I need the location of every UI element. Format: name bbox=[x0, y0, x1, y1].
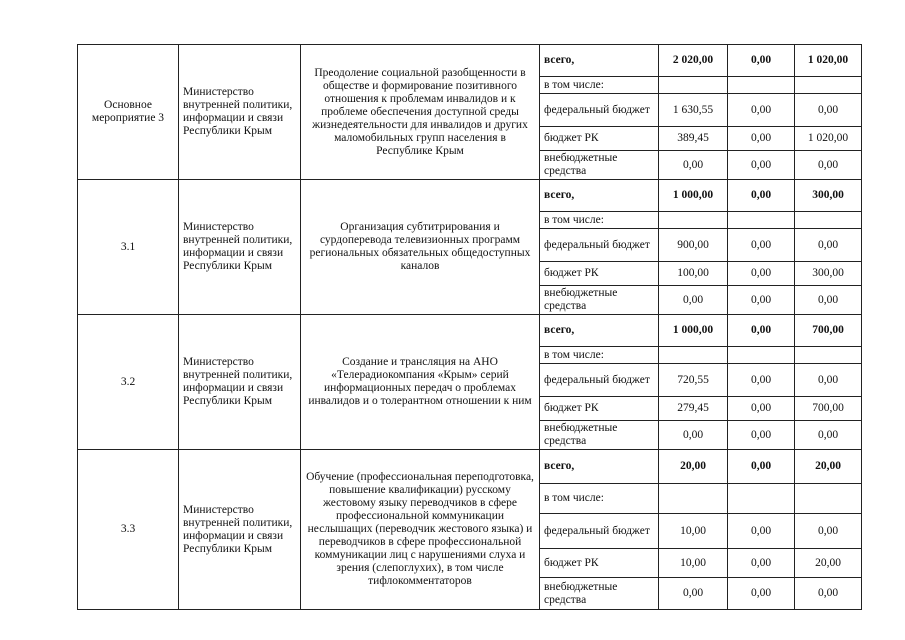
amount-year-3 bbox=[795, 484, 862, 514]
amount-year-1 bbox=[659, 347, 728, 364]
amount-year-2: 0,00 bbox=[728, 229, 795, 262]
amount-year-1: 1 000,00 bbox=[659, 315, 728, 347]
amount-year-3: 300,00 bbox=[795, 262, 862, 286]
amount-year-1: 1 000,00 bbox=[659, 180, 728, 212]
funding-source: в том числе: bbox=[540, 77, 659, 94]
amount-year-1: 900,00 bbox=[659, 229, 728, 262]
funding-source: внебюджетные средства bbox=[540, 151, 659, 180]
funding-source: федеральный бюджет bbox=[540, 94, 659, 127]
amount-year-3: 0,00 bbox=[795, 578, 862, 610]
activity-name: Создание и трансляция на АНО «Телерадиокомпания «Крым» серий информационных передач о проблемах инвалидов и о толерантном отношении к ним bbox=[301, 315, 540, 450]
amount-year-3 bbox=[795, 347, 862, 364]
table-row bbox=[78, 45, 862, 77]
amount-year-3: 1 020,00 bbox=[795, 45, 862, 77]
amount-year-1: 0,00 bbox=[659, 421, 728, 450]
amount-year-1 bbox=[659, 77, 728, 94]
amount-year-1: 389,45 bbox=[659, 127, 728, 151]
amount-year-2: 0,00 bbox=[728, 262, 795, 286]
amount-year-1: 0,00 bbox=[659, 151, 728, 180]
table-row bbox=[78, 315, 862, 347]
activity-code: 3.3 bbox=[78, 450, 179, 610]
amount-year-1: 2 020,00 bbox=[659, 45, 728, 77]
amount-year-2: 0,00 bbox=[728, 180, 795, 212]
amount-year-2: 0,00 bbox=[728, 94, 795, 127]
amount-year-2: 0,00 bbox=[728, 397, 795, 421]
amount-year-2: 0,00 bbox=[728, 315, 795, 347]
funding-source: внебюджетные средства bbox=[540, 421, 659, 450]
amount-year-2: 0,00 bbox=[728, 127, 795, 151]
table-body bbox=[78, 45, 862, 610]
amount-year-1: 20,00 bbox=[659, 450, 728, 484]
amount-year-1: 10,00 bbox=[659, 549, 728, 578]
funding-source: в том числе: bbox=[540, 484, 659, 514]
amount-year-2: 0,00 bbox=[728, 578, 795, 610]
responsible-executor: Министерство внутренней политики, информации и связи Республики Крым bbox=[179, 45, 301, 180]
amount-year-1: 100,00 bbox=[659, 262, 728, 286]
activity-name: Организация субтитрирования и сурдоперевода телевизионных программ региональных обязательных общедоступных каналов bbox=[301, 180, 540, 315]
table-row bbox=[78, 180, 862, 212]
activity-code: 3.2 bbox=[78, 315, 179, 450]
responsible-executor: Министерство внутренней политики, информации и связи Республики Крым bbox=[179, 180, 301, 315]
funding-source: в том числе: bbox=[540, 347, 659, 364]
budget-table bbox=[77, 44, 862, 610]
funding-source: всего, bbox=[540, 315, 659, 347]
amount-year-1: 720,55 bbox=[659, 364, 728, 397]
amount-year-3: 0,00 bbox=[795, 286, 862, 315]
amount-year-2 bbox=[728, 212, 795, 229]
funding-source: федеральный бюджет bbox=[540, 364, 659, 397]
funding-source: всего, bbox=[540, 450, 659, 484]
amount-year-1: 10,00 bbox=[659, 514, 728, 549]
amount-year-3 bbox=[795, 77, 862, 94]
amount-year-3: 0,00 bbox=[795, 229, 862, 262]
amount-year-2: 0,00 bbox=[728, 45, 795, 77]
funding-source: федеральный бюджет bbox=[540, 229, 659, 262]
amount-year-1: 0,00 bbox=[659, 286, 728, 315]
amount-year-3: 20,00 bbox=[795, 549, 862, 578]
funding-source: бюджет РК bbox=[540, 262, 659, 286]
amount-year-3: 1 020,00 bbox=[795, 127, 862, 151]
activity-code: Основное мероприятие 3 bbox=[78, 45, 179, 180]
amount-year-2: 0,00 bbox=[728, 364, 795, 397]
funding-source: бюджет РК bbox=[540, 549, 659, 578]
amount-year-2: 0,00 bbox=[728, 549, 795, 578]
amount-year-3: 0,00 bbox=[795, 94, 862, 127]
amount-year-3: 20,00 bbox=[795, 450, 862, 484]
amount-year-3 bbox=[795, 212, 862, 229]
funding-source: бюджет РК bbox=[540, 127, 659, 151]
amount-year-2 bbox=[728, 484, 795, 514]
amount-year-2: 0,00 bbox=[728, 421, 795, 450]
table-row bbox=[78, 450, 862, 484]
amount-year-3: 0,00 bbox=[795, 514, 862, 549]
amount-year-2: 0,00 bbox=[728, 514, 795, 549]
responsible-executor: Министерство внутренней политики, информации и связи Республики Крым bbox=[179, 315, 301, 450]
amount-year-3: 300,00 bbox=[795, 180, 862, 212]
amount-year-2: 0,00 bbox=[728, 450, 795, 484]
amount-year-1 bbox=[659, 212, 728, 229]
amount-year-1: 1 630,55 bbox=[659, 94, 728, 127]
amount-year-1: 0,00 bbox=[659, 578, 728, 610]
amount-year-1 bbox=[659, 484, 728, 514]
amount-year-2 bbox=[728, 347, 795, 364]
amount-year-2 bbox=[728, 77, 795, 94]
funding-source: внебюджетные средства bbox=[540, 578, 659, 610]
amount-year-3: 0,00 bbox=[795, 364, 862, 397]
funding-source: бюджет РК bbox=[540, 397, 659, 421]
funding-source: федеральный бюджет bbox=[540, 514, 659, 549]
amount-year-3: 700,00 bbox=[795, 315, 862, 347]
amount-year-3: 0,00 bbox=[795, 151, 862, 180]
activity-name: Обучение (профессиональная переподготовка, повышение квалификации) русскому жестовому языку переводчиков в сфере профессиональной коммуникации неслышащих (переводчик жестового языка) и переводчиков в сфере профессиональной коммуникации лиц с нарушениями слуха и зрения (слепоглухих), в том числе тифлокомментаторов bbox=[301, 450, 540, 610]
amount-year-3: 700,00 bbox=[795, 397, 862, 421]
amount-year-1: 279,45 bbox=[659, 397, 728, 421]
funding-source: всего, bbox=[540, 180, 659, 212]
activity-code: 3.1 bbox=[78, 180, 179, 315]
funding-source: в том числе: bbox=[540, 212, 659, 229]
amount-year-2: 0,00 bbox=[728, 151, 795, 180]
activity-name: Преодоление социальной разобщенности в обществе и формирование позитивного отношения к проблемам инвалидов и к проблеме обеспечения доступной среды жизнедеятельности для инвалидов и других маломобильных групп населения в Республике Крым bbox=[301, 45, 540, 180]
funding-source: всего, bbox=[540, 45, 659, 77]
amount-year-2: 0,00 bbox=[728, 286, 795, 315]
amount-year-3: 0,00 bbox=[795, 421, 862, 450]
responsible-executor: Министерство внутренней политики, информации и связи Республики Крым bbox=[179, 450, 301, 610]
funding-source: внебюджетные средства bbox=[540, 286, 659, 315]
